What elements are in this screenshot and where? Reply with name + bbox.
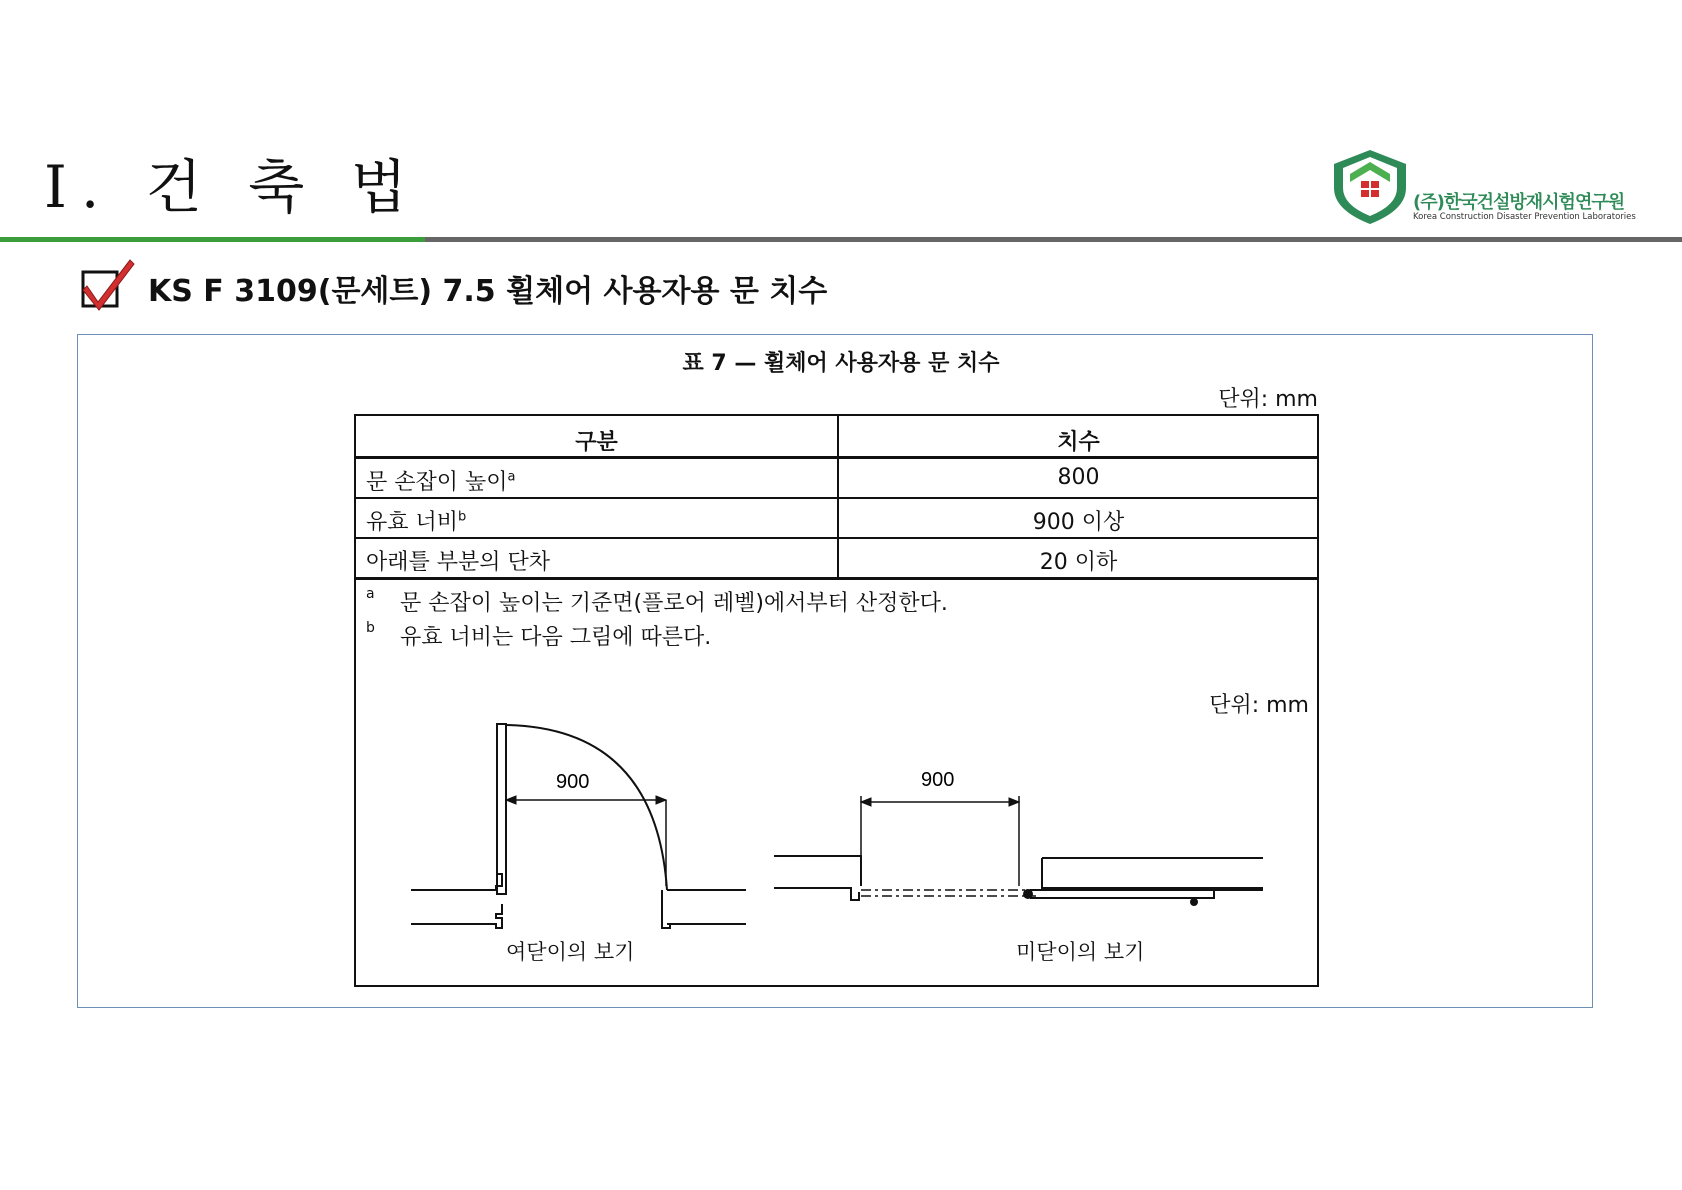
hinged-door-dimension: 900 (556, 771, 590, 793)
table-row-label: 문 손잡이 높이$^a$ (366, 469, 516, 495)
door-width-figure (356, 416, 1316, 984)
sliding-door-dimension: 900 (921, 769, 955, 791)
header-rule-accent (0, 237, 425, 242)
table-note: a 문 손잡이 높이는 기준면(플로어 레벨)에서부터 산정한다. (366, 586, 948, 616)
column-header: 구분 (575, 430, 618, 455)
column-header: 치수 (1057, 430, 1100, 455)
table-row-value: 800 (1057, 465, 1100, 490)
table-note: b 유효 너비는 다음 그림에 따른다. (366, 620, 712, 650)
hinged-door-caption: 여닫이의 보기 (506, 940, 635, 964)
figure-unit: 단위: mm (1209, 693, 1309, 718)
section-title: KS F 3109(문세트) 7.5 휠체어 사용자용 문 치수 (148, 274, 828, 309)
company-logo (1330, 148, 1650, 228)
logo-name-ko: (주)한국건설방재시험연구원 (1413, 192, 1625, 213)
chapter-title: Ⅰ. 건 축 법 (44, 153, 421, 221)
sliding-door-caption: 미닫이의 보기 (1016, 940, 1145, 964)
table-row-label: 유효 너비$^b$ (366, 509, 467, 535)
table-row-value: 900 이상 (1032, 510, 1125, 535)
table-unit: 단위: mm (1218, 387, 1318, 412)
table-caption: 표 7 — 휠체어 사용자용 문 치수 (682, 351, 1000, 376)
table-row-value: 20 이하 (1039, 550, 1118, 575)
house-shield-icon (1330, 148, 1410, 228)
dimension-table (354, 414, 1319, 987)
table-row-label: 아래틀 부분의 단차 (366, 550, 551, 575)
header-rule (425, 237, 1682, 242)
logo-name-en: Korea Construction Disaster Prevention Laboratories (1413, 212, 1636, 222)
checkbox-check-icon (80, 256, 136, 312)
